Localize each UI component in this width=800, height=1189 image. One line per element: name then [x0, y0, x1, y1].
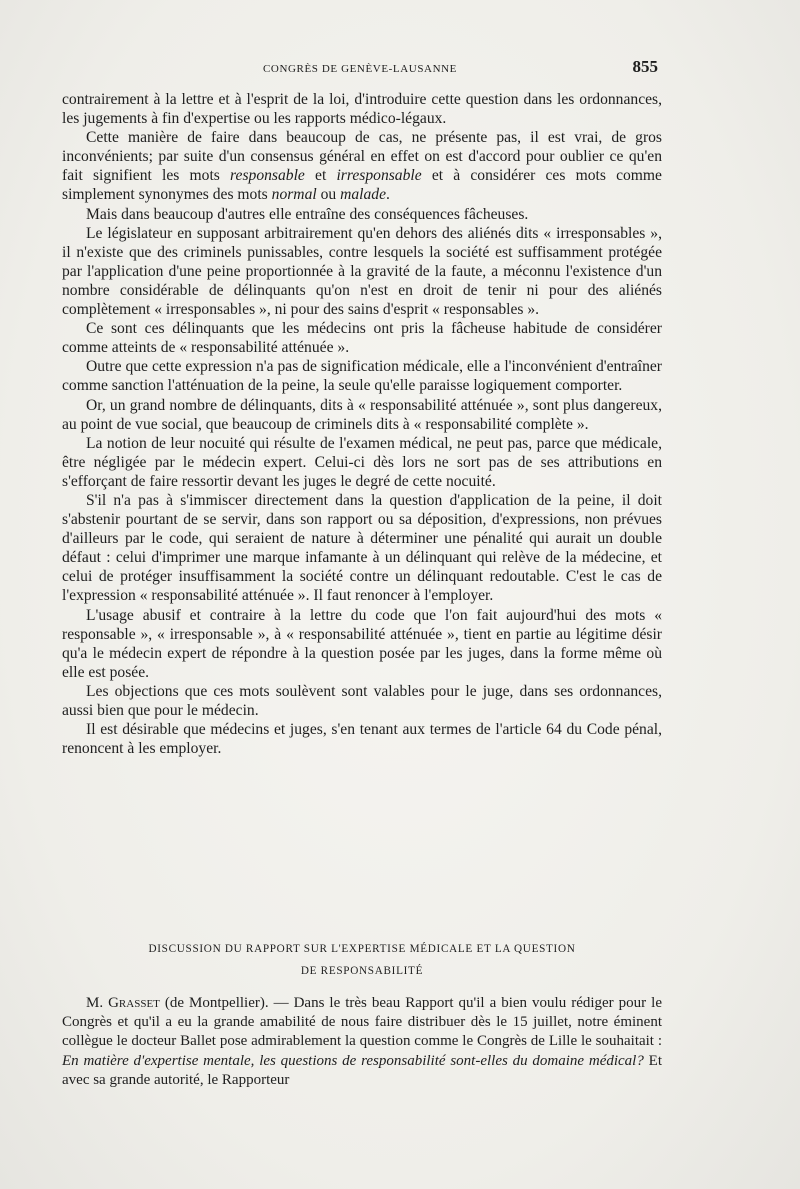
section-heading-line-1: DISCUSSION DU RAPPORT SUR L'EXPERTISE MÉDICALE ET LA QUESTION — [148, 943, 576, 955]
speaker-prefix: M. — [86, 995, 109, 1011]
section-heading — [62, 938, 662, 982]
discussion-text — [62, 994, 662, 1090]
paragraph-2-part: Cette manière de faire dans beaucoup de cas, ne présente pas, il est vrai, de gros inconvénients; par suite d'un consensus général en effet on est d'accord pour oublier ce qu'en fait signifient les mots — [62, 129, 662, 185]
discussion-intro: (de Montpellier). — Dans le très beau Rapport qu'il a bien voulu rédiger pour le Congrès et qu'il a eu la grande amabilité de nous faire distribuer dès le 15 juillet, notre éminent collègue le docteur Ballet pose admirablement la question comme le Congrès de Lille le souhaitait : — [62, 995, 662, 1050]
discussion-continuation: Et avec sa grande autorité, le Rapporteur — [62, 1052, 662, 1088]
page-number: 855 — [632, 57, 658, 76]
paragraph-10: L'usage abusif et contraire à la lettre du code que l'on fait aujourd'hui des mots « responsable », « irresponsable », à « responsabilité atténuée », tient en partie au légitime désir qu'a le médecin expert de répondre à la question posée par les juges, dans la forme même où elle est posée. — [62, 606, 662, 681]
term-malade: malade — [340, 186, 386, 204]
running-title: CONGRÈS DE GENÈVE-LAUSANNE — [262, 63, 458, 75]
term-normal: normal — [271, 186, 317, 204]
paragraph-2-part: . — [386, 186, 390, 204]
paragraph-12: Il est désirable que médecins et juges, s'en tenant aux termes de l'article 64 du Code pénal, renoncent à les employer. — [62, 721, 662, 758]
paragraph-11: Les objections que ces mots soulèvent sont valables pour le juge, dans ses ordonnances, aussi bien que pour le médecin. — [62, 682, 662, 719]
term-irresponsable: irresponsable — [336, 167, 422, 185]
paragraph-2-part: et — [304, 167, 337, 185]
main-text — [62, 90, 662, 758]
paragraph-4: Le législateur en supposant arbitrairement qu'en dehors des aliénés dits « irresponsables », il n'existe que des criminels punissables, contre lesquels la société est suffisamment protégée par l'application d'une peine proportionnée à la gravité de la faute, a méconnu l'existence d'un nombre considérable de délinquants qu'on n'est en droit de tenir ni pour des aliénés complètement « irresponsables », ni pour des sains d'esprit « responsables ». — [62, 224, 662, 319]
discussion-paragraph — [62, 994, 662, 1090]
paragraph-2-part: ou — [316, 186, 341, 204]
paragraph-1: contrairement à la lettre et à l'esprit de la loi, d'introduire cette question dans les ordonnances, les jugements à fin d'expertise ou les rapports médico-légaux. — [62, 91, 662, 128]
paragraph-9: S'il n'a pas à s'immiscer directement dans la question d'application de la peine, il doit s'abstenir pourtant de se servir, dans son rapport ou sa déposition, d'expressions, non prévues d'ailleurs par le code, qui seraient de nature à déterminer une pénalité qui aurait un double défaut : celui d'imprimer une marque infamante à un délinquant qui relève de la médecine, et celui de protéger insuffisamment la société contre un délinquant redoutable. C'est le cas de l'expression « responsabilité atténuée ». Il faut renoncer à l'employer. — [62, 491, 662, 605]
paragraph-2 — [62, 128, 662, 204]
paragraph-2-part: et à considérer ces mots comme simplement synonymes des mots — [62, 167, 662, 204]
section-heading-line-2: DE RESPONSABILITÉ — [300, 965, 424, 977]
paragraph-5: Ce sont ces délinquants que les médecins ont pris la fâcheuse habitude de considérer comme atteints de « responsabilité atténuée ». — [62, 320, 662, 357]
paragraph-3: Mais dans beaucoup d'autres elle entraîne des conséquences fâcheuses. — [86, 205, 529, 223]
paragraph-6: Outre que cette expression n'a pas de signification médicale, elle a l'inconvénient d'entraîner comme sanction l'atténuation de la peine, la seule qu'elle paraisse logiquement comporter. — [62, 358, 662, 395]
paragraph-7: Or, un grand nombre de délinquants, dits à « responsabilité atténuée », sont plus dangereux, au point de vue social, que beaucoup de criminels dits à « responsabilité complète ». — [62, 396, 662, 433]
page-header — [60, 57, 660, 79]
term-responsable: responsable — [230, 167, 305, 185]
paragraph-8: La notion de leur nocuité qui résulte de l'examen médical, ne peut pas, parce que médicale, être négligée par le médecin expert. Celui-ci dès lors ne sort pas de ses attributions en s'efforçant de faire ressortir devant les juges le degré de cette nocuité. — [62, 434, 662, 490]
speaker-name: Grasset — [108, 995, 160, 1011]
discussion-question: En matière d'expertise mentale, les questions de responsabilité sont-elles du domaine médical? — [62, 1052, 644, 1069]
